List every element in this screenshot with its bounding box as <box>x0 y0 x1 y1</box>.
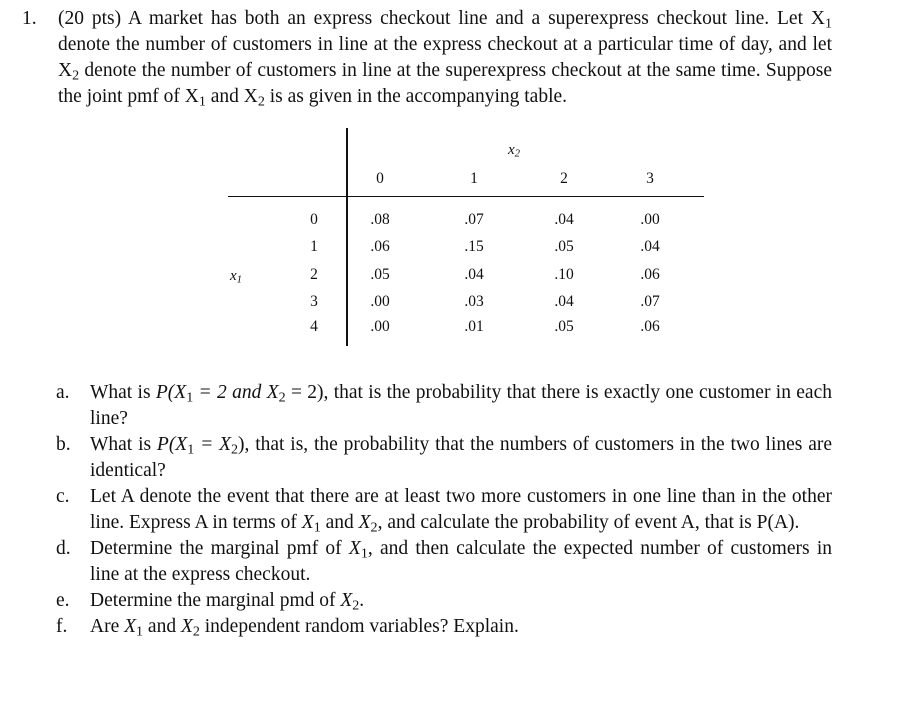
question-a: a. What is $P(X_1 = 2$ and $X_2 = 2$), that is the probability that there is exactly one customer in each line? <box>56 382 832 429</box>
question-d: d. Determine the marginal pmf of $X_1$, and then calculate the expected number of customers in line at the express checkout. <box>56 538 832 585</box>
row-label: 2 <box>310 266 318 283</box>
row-label: 1 <box>310 238 318 255</box>
question-label: b. <box>56 434 71 455</box>
question-label: f. <box>56 616 68 637</box>
table-cell: .04 <box>554 211 574 228</box>
table-cell: .00 <box>640 211 660 228</box>
table-cell: .10 <box>554 266 574 283</box>
table-cell: .06 <box>640 318 660 335</box>
question-f: f. Are $X_1$ and $X_2$ independent random variables? Explain. <box>56 616 519 640</box>
table-cell: .07 <box>640 293 660 310</box>
problem-number: 1. <box>22 8 37 29</box>
table-cell: .00 <box>370 293 390 310</box>
question-label: e. <box>56 590 70 611</box>
column-variable-label: $x_2$ <box>508 142 521 160</box>
table-cell: .00 <box>370 318 390 335</box>
table-cell: .05 <box>554 318 574 335</box>
question-b: b. What is $P(X_1 = X_2)$, that is, the probability that the numbers of customers in the two lines are identical? <box>56 434 832 481</box>
table-cell: .15 <box>464 238 484 255</box>
row-label: 0 <box>310 211 318 228</box>
column-header: 0 <box>376 170 384 187</box>
table-cell: .06 <box>370 238 390 255</box>
table-cell: .07 <box>464 211 484 228</box>
table-cell: .04 <box>464 266 484 283</box>
row-variable-label: $x_1$ <box>230 268 243 286</box>
column-header: 2 <box>560 170 568 187</box>
table-cell: .01 <box>464 318 484 335</box>
row-label: 3 <box>310 293 318 310</box>
table-cell: .05 <box>554 238 574 255</box>
table-cell: .03 <box>464 293 484 310</box>
table-cell: .04 <box>640 238 660 255</box>
question-label: d. <box>56 538 71 559</box>
question-e: e. Determine the marginal pmd of $X_2$. <box>56 590 365 614</box>
table-cell: .08 <box>370 211 390 228</box>
question-list <box>56 380 832 640</box>
table-cell: .04 <box>554 293 574 310</box>
table-vertical-rule <box>346 128 348 346</box>
column-header: 3 <box>646 170 654 187</box>
row-label: 4 <box>310 318 318 335</box>
table-cell: .05 <box>370 266 390 283</box>
question-c: c. Let A denote the event that there are at least two more customers in one line than in the other line. Express A in terms of $X_1$ and $X_2$, and calculate the probability of event A, that is P(A). <box>56 486 832 536</box>
question-label: a. <box>56 382 70 403</box>
table-cell: .06 <box>640 266 660 283</box>
column-header: 1 <box>470 170 478 187</box>
problem-intro: (20 pts) A market has both an express checkout line and a superexpress checkout line. Let $X_1$ denote the number of customers in line at the express checkout at a particular time of day, and let $X_2$ denote the number of customers in line at the superexpress checkout at the same time. Suppose the joint pmf of $X_1$ and $X_2$ is as given in the accompanying table. <box>58 8 832 110</box>
table-horizontal-rule <box>228 196 704 197</box>
question-label: c. <box>56 486 70 507</box>
